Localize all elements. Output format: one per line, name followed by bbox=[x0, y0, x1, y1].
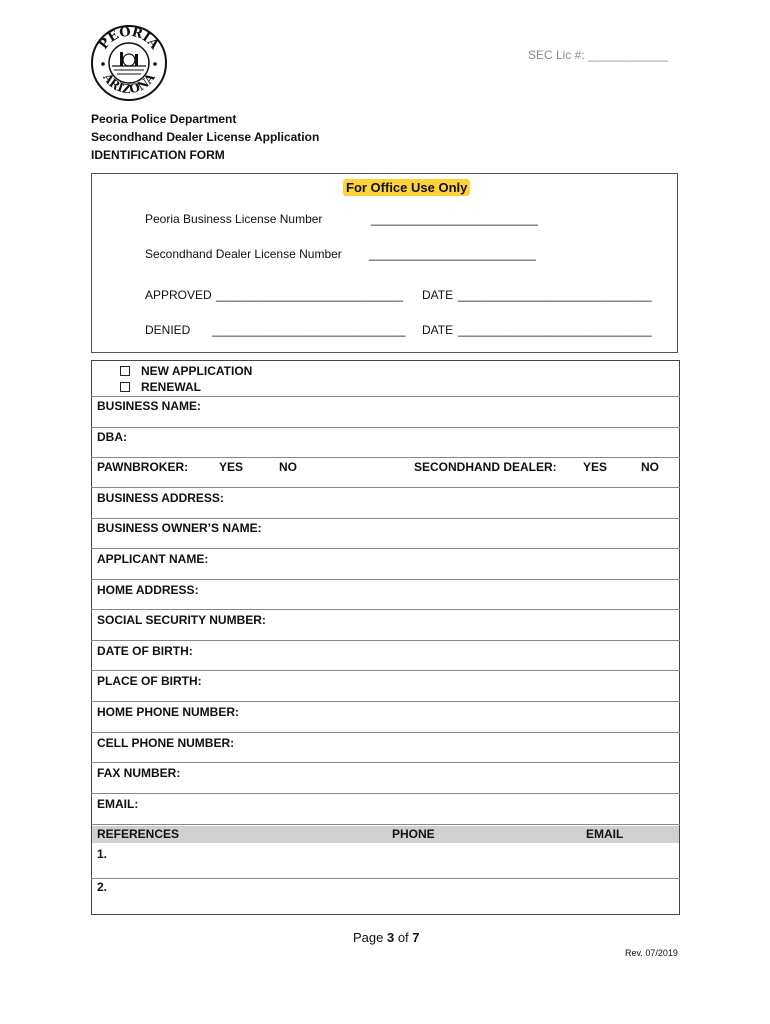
pawnbroker-no-option[interactable]: NO bbox=[279, 460, 297, 474]
approved-label: APPROVED bbox=[145, 288, 212, 302]
business-license-label: Peoria Business License Number bbox=[145, 212, 323, 226]
new-application-label: NEW APPLICATION bbox=[141, 364, 253, 378]
pawnbroker-label: PAWNBROKER: bbox=[97, 460, 189, 474]
row-divider bbox=[91, 701, 680, 702]
cell-phone-field[interactable]: CELL PHONE NUMBER: bbox=[97, 736, 235, 750]
row-divider bbox=[91, 878, 680, 879]
ssn-field[interactable]: SOCIAL SECURITY NUMBER: bbox=[97, 613, 266, 627]
svg-text:PEORIA: PEORIA bbox=[96, 24, 162, 53]
email-column-header: EMAIL bbox=[586, 827, 624, 841]
row-divider bbox=[91, 793, 680, 794]
application-title: Secondhand Dealer License Application bbox=[91, 130, 320, 144]
approved-line[interactable]: ____________________________ bbox=[216, 288, 403, 302]
new-application-checkbox[interactable] bbox=[120, 366, 130, 376]
form-title: IDENTIFICATION FORM bbox=[91, 148, 225, 162]
applicant-name-field[interactable]: APPLICANT NAME: bbox=[97, 552, 209, 566]
office-use-title: For Office Use Only bbox=[343, 179, 470, 196]
pob-field[interactable]: PLACE OF BIRTH: bbox=[97, 674, 202, 688]
row-divider bbox=[91, 670, 680, 671]
sec-lic-number: SEC Lic #: ____________ bbox=[528, 48, 669, 62]
page-number: Page 3 of 7 bbox=[353, 930, 420, 945]
dealer-license-label: Secondhand Dealer License Number bbox=[145, 247, 342, 261]
denied-date-line[interactable]: _____________________________ bbox=[458, 323, 652, 337]
row-divider bbox=[91, 457, 680, 458]
new-application-option[interactable] bbox=[120, 364, 252, 378]
row-divider bbox=[91, 824, 680, 825]
home-address-field[interactable]: HOME ADDRESS: bbox=[97, 583, 199, 597]
email-field[interactable]: EMAIL: bbox=[97, 797, 139, 811]
row-divider bbox=[91, 640, 680, 641]
pawnbroker-yes-option[interactable]: YES bbox=[219, 460, 244, 474]
business-license-line[interactable]: _________________________ bbox=[371, 212, 538, 226]
denied-label: DENIED bbox=[145, 323, 191, 337]
fax-field[interactable]: FAX NUMBER: bbox=[97, 766, 181, 780]
approved-date-line[interactable]: _____________________________ bbox=[458, 288, 652, 302]
renewal-option[interactable] bbox=[120, 380, 201, 394]
secondhand-dealer-no-option[interactable]: NO bbox=[641, 460, 659, 474]
denied-line[interactable]: _____________________________ bbox=[212, 323, 406, 337]
row-divider bbox=[91, 609, 680, 610]
reference-row-1[interactable]: 1. bbox=[97, 847, 108, 861]
renewal-checkbox[interactable] bbox=[120, 382, 130, 392]
row-divider bbox=[91, 579, 680, 580]
renewal-label: RENEWAL bbox=[141, 380, 201, 394]
dealer-license-line[interactable]: _________________________ bbox=[369, 247, 536, 261]
business-address-field[interactable]: BUSINESS ADDRESS: bbox=[97, 491, 224, 505]
row-divider bbox=[91, 732, 680, 733]
svg-text:ARIZONA: ARIZONA bbox=[100, 70, 158, 97]
reference-row-2[interactable]: 2. bbox=[97, 880, 108, 894]
approved-date-label: DATE bbox=[422, 288, 454, 302]
business-owner-field[interactable]: BUSINESS OWNER’S NAME: bbox=[97, 521, 262, 535]
revision-date: Rev. 07/2019 bbox=[625, 948, 678, 958]
secondhand-dealer-label: SECONDHAND DEALER: bbox=[414, 460, 557, 474]
home-phone-field[interactable]: HOME PHONE NUMBER: bbox=[97, 705, 240, 719]
row-divider bbox=[91, 487, 680, 488]
department-name: Peoria Police Department bbox=[91, 112, 237, 126]
dob-field[interactable]: DATE OF BIRTH: bbox=[97, 644, 193, 658]
references-column-header: REFERENCES bbox=[97, 827, 180, 841]
row-divider bbox=[91, 396, 680, 397]
row-divider bbox=[91, 548, 680, 549]
row-divider bbox=[91, 427, 680, 428]
denied-date-label: DATE bbox=[422, 323, 454, 337]
row-divider bbox=[91, 518, 680, 519]
business-name-field[interactable]: BUSINESS NAME: bbox=[97, 399, 202, 413]
dba-field[interactable]: DBA: bbox=[97, 430, 127, 444]
peoria-arizona-logo bbox=[90, 24, 168, 102]
secondhand-dealer-yes-option[interactable]: YES bbox=[583, 460, 608, 474]
phone-column-header: PHONE bbox=[392, 827, 435, 841]
row-divider bbox=[91, 762, 680, 763]
